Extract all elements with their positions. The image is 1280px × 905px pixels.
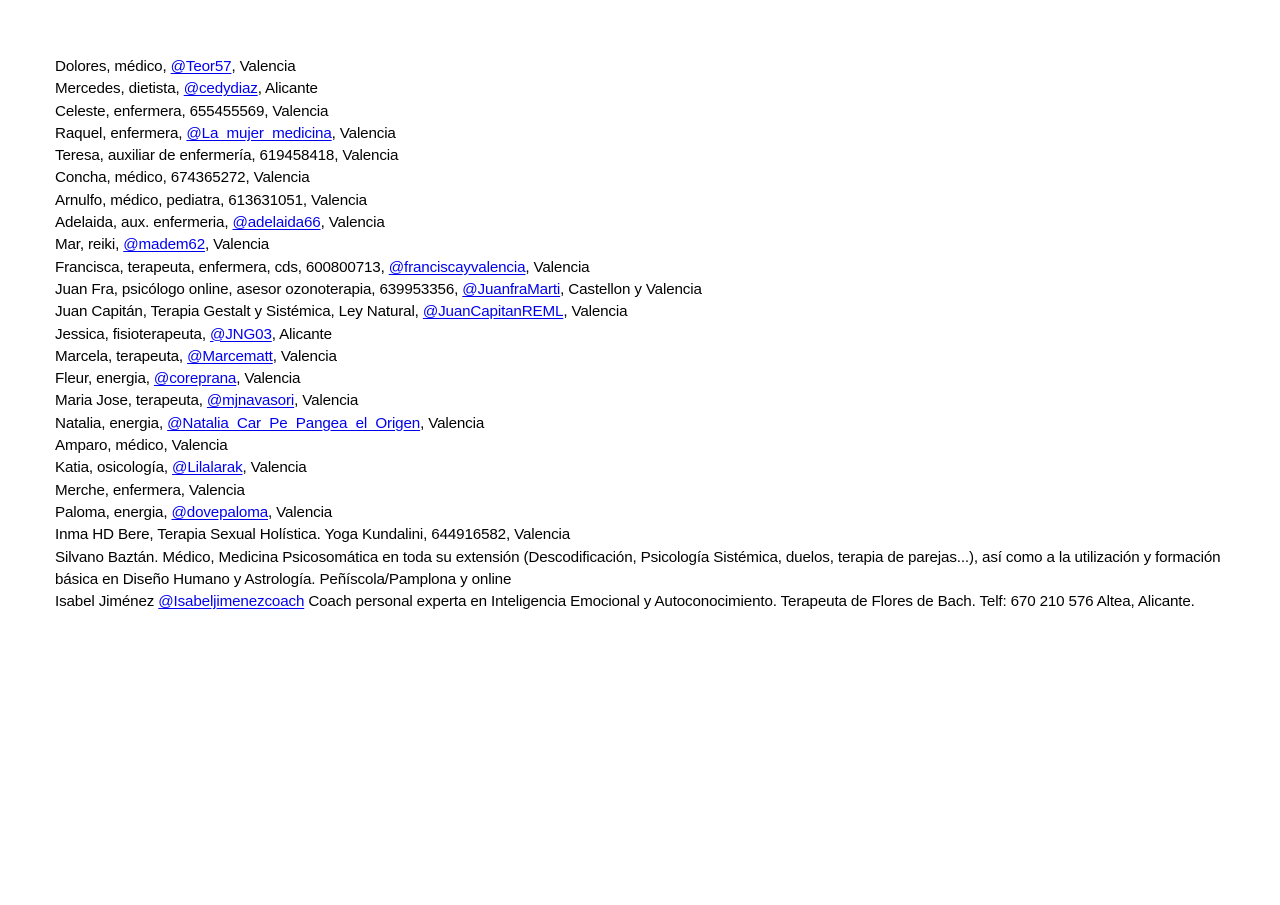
contact-line — [55, 346, 1225, 368]
contact-text: Jessica, fisioterapeuta, — [55, 325, 210, 343]
contact-line — [55, 480, 1225, 502]
contact-text-suffix: , Valencia — [272, 347, 337, 365]
contact-line — [55, 145, 1225, 167]
contact-line — [55, 502, 1225, 524]
contact-text: Raquel, enfermera, — [55, 124, 187, 142]
contact-line — [55, 547, 1225, 592]
contact-text-suffix: , Valencia — [525, 258, 590, 276]
contact-line — [55, 435, 1225, 457]
contact-handle-link[interactable]: @JuanfraMarti — [462, 280, 561, 298]
contact-text: Mar, reiki, — [55, 236, 124, 254]
contact-text: Marcela, terapeuta, — [55, 347, 188, 365]
contact-text: Francisca, terapeuta, enfermera, cds, 600800713, — [55, 258, 389, 276]
contact-handle-link[interactable]: @Isabeljimenezcoach — [158, 593, 305, 611]
contact-line — [55, 324, 1225, 346]
contact-handle-link[interactable]: @La_mujer_medicina — [186, 124, 332, 142]
contact-text: Juan Fra, psicólogo online, asesor ozonoterapia, 639953356, — [55, 280, 463, 298]
contact-text: Mercedes, dietista, — [55, 80, 184, 98]
contact-text: Teresa, auxiliar de enfermería, 619458418, Valencia — [55, 147, 399, 165]
contact-line — [55, 524, 1225, 546]
contact-line — [55, 368, 1225, 390]
contact-handle-link[interactable]: @cedydiaz — [183, 80, 258, 98]
contact-line — [55, 390, 1225, 412]
contact-text: Natalia, energia, — [55, 414, 168, 432]
contact-text: Arnulfo, médico, pediatra, 613631051, Valencia — [55, 191, 367, 209]
contact-text-suffix: , Alicante — [257, 80, 318, 98]
contact-handle-link[interactable]: @Marcematt — [187, 347, 273, 365]
contact-line — [55, 56, 1225, 78]
contact-line — [55, 167, 1225, 189]
contact-text-suffix: , Alicante — [271, 325, 332, 343]
contact-line — [55, 190, 1225, 212]
contact-line — [55, 212, 1225, 234]
contact-handle-link[interactable]: @Lilalarak — [172, 459, 243, 477]
contact-line — [55, 591, 1225, 613]
contact-text-suffix: , Valencia — [420, 414, 485, 432]
contact-text: Dolores, médico, — [55, 58, 171, 75]
contact-text-suffix: , Valencia — [268, 503, 333, 521]
contact-handle-link[interactable]: @mjnavasori — [206, 392, 295, 410]
contact-text: Amparo, médico, Valencia — [55, 437, 228, 455]
contact-text: Inma HD Bere, Terapia Sexual Holística. Yoga Kundalini, 644916582, Valencia — [55, 526, 571, 544]
contact-text-suffix: , Valencia — [236, 370, 301, 388]
contact-text-suffix: , Valencia — [563, 303, 628, 321]
contact-handle-link[interactable]: @madem62 — [123, 236, 206, 254]
contact-handle-link[interactable]: @Teor57 — [170, 58, 232, 75]
contact-text-suffix: , Valencia — [294, 392, 359, 410]
contact-text: Adelaida, aux. enfermeria, — [55, 214, 233, 232]
contact-line — [55, 301, 1225, 323]
contact-handle-link[interactable]: @coreprana — [153, 370, 237, 388]
contact-line — [55, 257, 1225, 279]
contact-handle-link[interactable]: @dovepaloma — [171, 503, 269, 521]
contact-text: Katia, osicología, — [55, 459, 173, 477]
contact-text-suffix: , Valencia — [320, 214, 385, 232]
contact-text-suffix: Coach personal experta en Inteligencia Emocional y Autoconocimiento. Terapeuta de Flores de Bach. Telf: 670 210 576 Altea, Alicante. — [304, 593, 1195, 611]
contact-text: Juan Capitán, Terapia Gestalt y Sistémica, Ley Natural, — [55, 303, 423, 321]
contact-text-suffix: , Valencia — [242, 459, 307, 477]
contact-handle-link[interactable]: @JNG03 — [209, 325, 272, 343]
contact-text: Maria Jose, terapeuta, — [55, 392, 207, 410]
contact-text-suffix: , Valencia — [205, 236, 270, 254]
contact-line — [55, 234, 1225, 256]
contact-line — [55, 101, 1225, 123]
contact-text-suffix: , Castellon y Valencia — [560, 280, 702, 298]
contact-text: Fleur, energia, — [55, 370, 154, 388]
contact-line — [55, 78, 1225, 100]
contact-text: Concha, médico, 674365272, Valencia — [55, 169, 310, 187]
contact-text: Silvano Baztán. Médico, Medicina Psicosomática en toda su extensión (Descodificación, Psicología Sistémica, duelos, terapia de parejas...), así como a la utilización y formación básica en Diseño Humano y Astrología. Peñíscola/Pamplona y online — [55, 548, 1221, 588]
contact-line — [55, 279, 1225, 301]
contact-text: Celeste, enfermera, 655455569, Valencia — [55, 102, 329, 120]
contact-handle-link[interactable]: @Natalia_Car_Pe_Pangea_el_Origen — [167, 414, 421, 432]
contact-handle-link[interactable]: @franciscayvalencia — [388, 258, 526, 276]
contact-handle-link[interactable]: @JuanCapitanREML — [422, 303, 564, 321]
contact-text-suffix: , Valencia — [331, 124, 396, 142]
contact-text: Merche, enfermera, Valencia — [55, 481, 245, 499]
contact-text-suffix: , Valencia — [231, 58, 296, 75]
document-page — [55, 56, 1225, 613]
contact-line — [55, 457, 1225, 479]
contact-text: Paloma, energia, — [55, 503, 172, 521]
contact-line — [55, 413, 1225, 435]
contact-handle-link[interactable]: @adelaida66 — [232, 214, 321, 232]
contact-text: Isabel Jiménez — [55, 593, 159, 611]
contact-line — [55, 123, 1225, 145]
